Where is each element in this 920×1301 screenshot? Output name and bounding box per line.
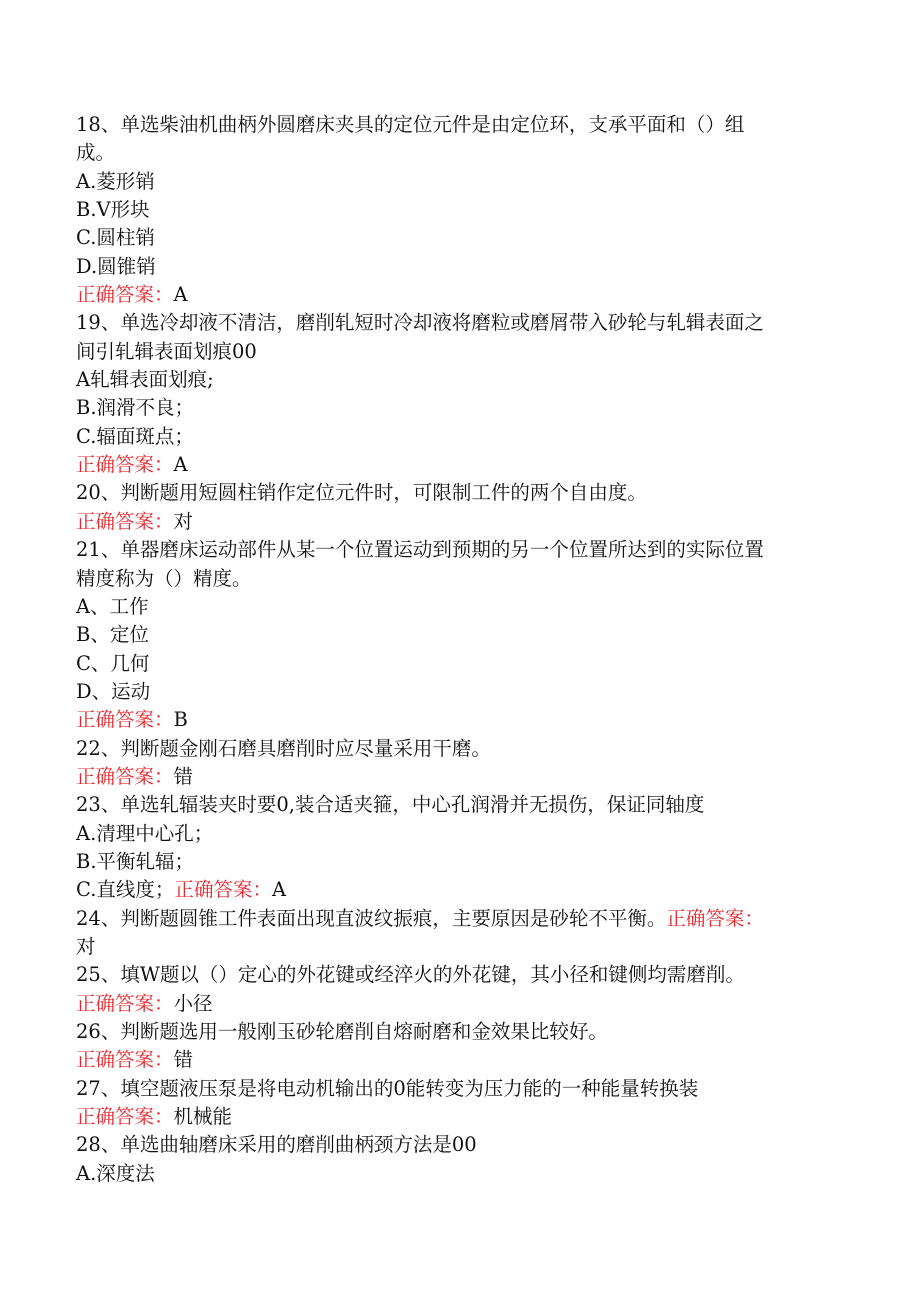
answer-label: 正确答案： [76, 1105, 174, 1129]
option-a: A、工作 [76, 594, 149, 618]
option-d: D、运动 [76, 679, 151, 703]
answer-value: 小径 [173, 991, 213, 1015]
option-b: B.润滑不良； [76, 396, 195, 420]
option-b: B.V形块 [76, 198, 150, 222]
option-c: C.圆柱销 [76, 226, 155, 250]
answer-line [76, 1103, 846, 1131]
answer-line [76, 706, 846, 734]
option-a: A.菱形销 [76, 169, 155, 193]
option-b: B、定位 [76, 623, 149, 647]
question-text: 21、单器磨床运动部件从某一个位置运动到预期的另一个位置所达到的实际位置 [76, 538, 764, 562]
answer-label: 正确答案： [76, 509, 174, 533]
answer-line [76, 1046, 846, 1074]
question-text: 22、判断题金刚石磨具磨削时应尽量采用干磨。 [76, 736, 491, 760]
question-text: 19、单选冷却液不清洁，磨削轧短时冷却液将磨粒或磨屑带入砂轮与轧辑表面之 [76, 311, 764, 335]
answer-value: 对 [173, 509, 194, 533]
answer-value: 错 [173, 764, 194, 788]
answer-value: A [271, 878, 287, 902]
question-text-continued: 间引轧辑表面划痕00 [76, 339, 257, 363]
answer-line [76, 451, 846, 479]
question-text: 26、判断题选用一般刚玉砂轮磨削自熔耐磨和金效果比较好。 [76, 1020, 608, 1043]
option-b: B.平衡轧辐； [76, 849, 195, 873]
question-text: 27、填空题液压泵是将电动机输出的0能转变为压力能的一种能量转换装 [76, 1076, 699, 1100]
answer-line [76, 281, 846, 309]
answer-label: 正确答案： [666, 906, 764, 930]
answer-label: 正确答案： [76, 1048, 174, 1072]
answer-value: B [173, 708, 188, 732]
option-c: C.辐面斑点； [76, 424, 194, 448]
option-d: D.圆锥销 [76, 254, 156, 278]
option-a: A.清理中心孔； [76, 821, 214, 845]
answer-label: 正确答案： [76, 453, 174, 477]
document-page [76, 111, 846, 1188]
question-text: 20、判断题用短圆柱销作定位元件时，可限制工件的两个自由度。 [76, 481, 647, 505]
answer-value: A [173, 283, 188, 307]
answer-line [76, 763, 846, 791]
answer-value: A [173, 453, 188, 477]
question-text: 23、单选轧辐装夹时要0,装合适夹箍，中心孔润滑并无损伤，保证同轴度 [76, 793, 705, 817]
answer-label: 正确答案： [76, 283, 174, 307]
question-text-continued: 成。 [76, 141, 116, 165]
answer-label: 正确答案： [76, 708, 174, 732]
option-c: C.直线度； [76, 878, 175, 902]
answer-value: 机械能 [173, 1105, 233, 1129]
answer-value: 错 [173, 1048, 194, 1072]
answer-label: 正确答案： [174, 878, 272, 902]
question-with-answer [76, 905, 846, 962]
answer-label: 正确答案： [76, 764, 174, 788]
question-text: 28、单选曲轴磨床采用的磨削曲柄颈方法是00 [76, 1133, 477, 1157]
option-a: A.深度法 [76, 1161, 155, 1185]
option-c-with-answer [76, 876, 846, 904]
question-text-continued: 精度称为（）精度。 [76, 566, 252, 590]
answer-line [76, 990, 846, 1018]
answer-line [76, 508, 846, 536]
option-a: A轧辑表面划痕; [76, 368, 214, 392]
answer-value: 对 [76, 934, 96, 958]
answer-label: 正确答案： [76, 991, 174, 1015]
question-text: 25、填W题以（）定心的外花键或经淬火的外花键，其小径和键侧均需磨削。 [76, 963, 745, 987]
question-text: 18、单选柴油机曲柄外圆磨床夹具的定位元件是由定位环，支承平面和（）组 [76, 113, 745, 136]
question-text: 24、判断题圆锥工件表面出现直波纹振痕，主要原因是砂轮不平衡。 [76, 906, 667, 930]
option-c: C、几何 [76, 651, 150, 675]
